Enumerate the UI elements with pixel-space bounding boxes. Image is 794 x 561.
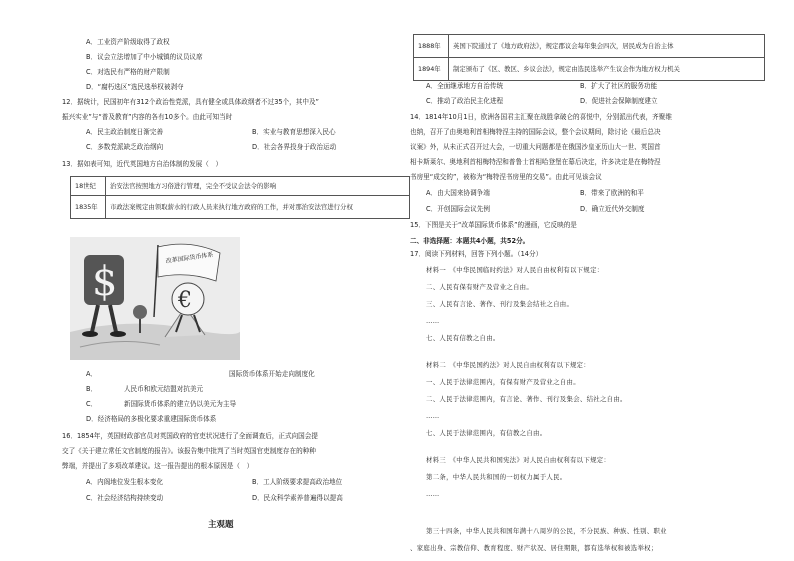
q13-option-d: D．促进社会保障制度建立 [580,97,658,105]
material-1-ellipsis: …… [426,317,440,325]
q12-option-a: A．民主政治制度日渐完善 [86,128,164,136]
table-cell-year: 1894年 [414,58,449,81]
q12-stem-2: 振兴实业”与“普及教育”内容的各有10多个。由此可知当时 [62,113,233,121]
q16-option-b: B．工人阶级要求提高政治地位 [252,478,343,486]
currency-reform-cartoon [70,237,240,360]
material-2-title: 材料二 《中华民国约法》对人民自由权利有以下规定： [426,361,591,369]
material-3-article-34-line-1: 第三十四条，中华人民共和国年满十八周岁的公民，不分民族、种族、性别、职业 [426,527,667,535]
q13-table [70,176,410,219]
section-title: 主观题 [208,520,234,530]
q14-option-a: A．由大国来协调争端 [426,189,490,197]
q16-option-d: D．民众科学素养普遍得以提高 [252,494,343,502]
q15-stem: 15．下图是关于“改革国际货币体系”的漫画，它反映的是 [410,221,577,229]
table-row [414,58,765,81]
material-1-title: 材料一 《中华民国临时约法》对人民自由权利有以下规定： [426,266,604,274]
table-cell-time: 18世纪 [71,177,106,196]
table-cell-time: 1835年 [71,196,106,219]
q13-table-continued [413,34,765,81]
cartoon-illustration [70,237,240,360]
material-2-item-7: 七、人民于法律范围内，有信教之自由。 [426,429,547,437]
q11-option-c: C．对选民有严格的财产限制 [86,68,170,76]
q15-option-a: 国际货币体系开始走向制度化 [229,370,315,378]
table-cell-content: 治安法官按照地方习俗进行管理，完全不受议会法令的影响 [106,177,410,196]
table-row [71,177,410,196]
material-2-ellipsis: …… [426,412,440,420]
q16-stem-3: 弊端，并提出了多项改革建议。这一报告提出的根本原因是（ ） [62,462,254,470]
dollar-symbol: $ [92,259,118,305]
euro-symbol: € [178,288,192,313]
q14-stem-2: 也纳，召开了由奥地利首相梅特涅主持的国际会议，整个会议期间，除讨论《最后总决 [410,128,661,136]
q15-option-b-letter: B． [86,385,98,393]
material-1-item-2: 二、人民有保有财产及营业之自由。 [426,283,534,291]
q15-option-c: 新国际货币体系的建立仍以美元为主导 [124,400,237,408]
q17-stem: 17．阅读下列材料，回答下列小题。（14分） [410,250,543,258]
table-row [414,35,765,58]
material-3-article-34-line-2: 、家庭出身、宗教信仰、教育程度、财产状况、居住期限，都有选举权和被选举权； [410,544,658,552]
q12-option-b: B．实业与教育思想深入民心 [252,128,336,136]
q14-option-d: D．确立近代外交制度 [580,205,645,213]
q12-option-d: D．社会各界投身于政治运动 [252,143,337,151]
q13-option-a: A．全面继承地方自治传统 [426,82,504,90]
q12-stem-1: 12．据统计，民国初年有312个政治性党派，具有健全或具体政纲者不过35个，其中及” [62,98,319,106]
q15-option-c-letter: C． [86,400,98,408]
table-cell-content: 制定颁布了《区、教区、乡议会法》，规定由选民选举产生议会作为地方权力机关 [449,58,765,81]
banner-text: 改革国际货币体系 [165,251,214,265]
q16-stem-2: 交了《关于建立常任文官制度的报告》。该报告集中批判了当时英国官吏制度存在的种种 [62,447,316,455]
material-3-title: 材料三 《中华人民共和国宪法》对人民自由权利有以下规定： [426,456,611,464]
q15-option-a-letter: A． [86,370,98,378]
q15-option-b: 人民币和欧元结盟对抗美元 [124,385,204,393]
q16-option-a: A．内阁地位发生根本变化 [86,478,164,486]
q13-stem: 13．据如表可知，近代英国地方自治体制的发展（ ） [62,160,223,168]
q14-stem-5: 书房里“成交的”，被称为“梅特涅书房里的交易”。由此可见该会议 [410,173,602,181]
q16-option-c: C．社会经济结构持续变动 [86,494,164,502]
material-2-item-1: 一、人民于法律范围内，有保有财产及营业之自由。 [426,378,580,386]
material-3-ellipsis: …… [426,490,440,498]
section-2-heading: 二、非选择题：本题共4小题，共52分。 [410,237,530,245]
q11-option-d: D．“腐朽选区”选民选举权被剥夺 [86,83,184,91]
material-2-item-2: 二、人民于法律范围内，有言论、著作、刊行及集会、结社之自由。 [426,395,627,403]
q14-stem-4: 相卡斯莱尔、奥地利首相梅特涅和普鲁士首相哈登堡在幕后决定，许多决定是在梅特涅 [410,158,661,166]
q14-option-c: C．开创国际会议先例 [426,205,490,213]
q13-option-b: B．扩大了社区的服务功能 [580,82,658,90]
q14-option-b: B．带来了欧洲的和平 [580,189,644,197]
material-3-article-2: 第二条，中华人民共和国的一切权力属于人民。 [426,473,567,481]
q14-stem-1: 14．1814年10月1日，欧洲各国君主汇聚在战胜拿破仑的喜悦中，分别派出代表，齐聚维 [410,113,672,121]
table-row [71,196,410,219]
q16-stem-1: 16．1854年，英国财政部官员对英国政府的官吏状况进行了全面调查后，正式向国会提 [62,432,318,440]
table-cell-year: 1888年 [414,35,449,58]
table-cell-content: 市政法案规定由领取薪水的行政人员来执行地方政府的工作，并对那治安法官进行分权 [106,196,410,219]
q14-stem-3: 议案》外，从未正式召开过大会，一切重大问题都是在俄国沙皇亚历山大一世、英国首 [410,143,661,151]
q11-option-b: B．议会立法增加了中小城镇的议员议席 [86,53,203,61]
q15-option-d: D．经济格局的多极化要求重建国际货币体系 [86,415,217,423]
q13-option-c: C．推动了政治民主化进程 [426,97,504,105]
material-1-item-3: 三、人民有言论、著作、刊行及集会结社之自由。 [426,300,574,308]
material-1-item-7: 七、人民有信教之自由。 [426,334,500,342]
q11-option-a: A．工业资产阶级取得了政权 [86,38,170,46]
table-cell-content: 英国下院通过了《地方政府法》，规定郡议会每年集会四次，居民成为自治主体 [449,35,765,58]
q12-option-c: C．多数党派缺乏政治纲向 [86,143,164,151]
